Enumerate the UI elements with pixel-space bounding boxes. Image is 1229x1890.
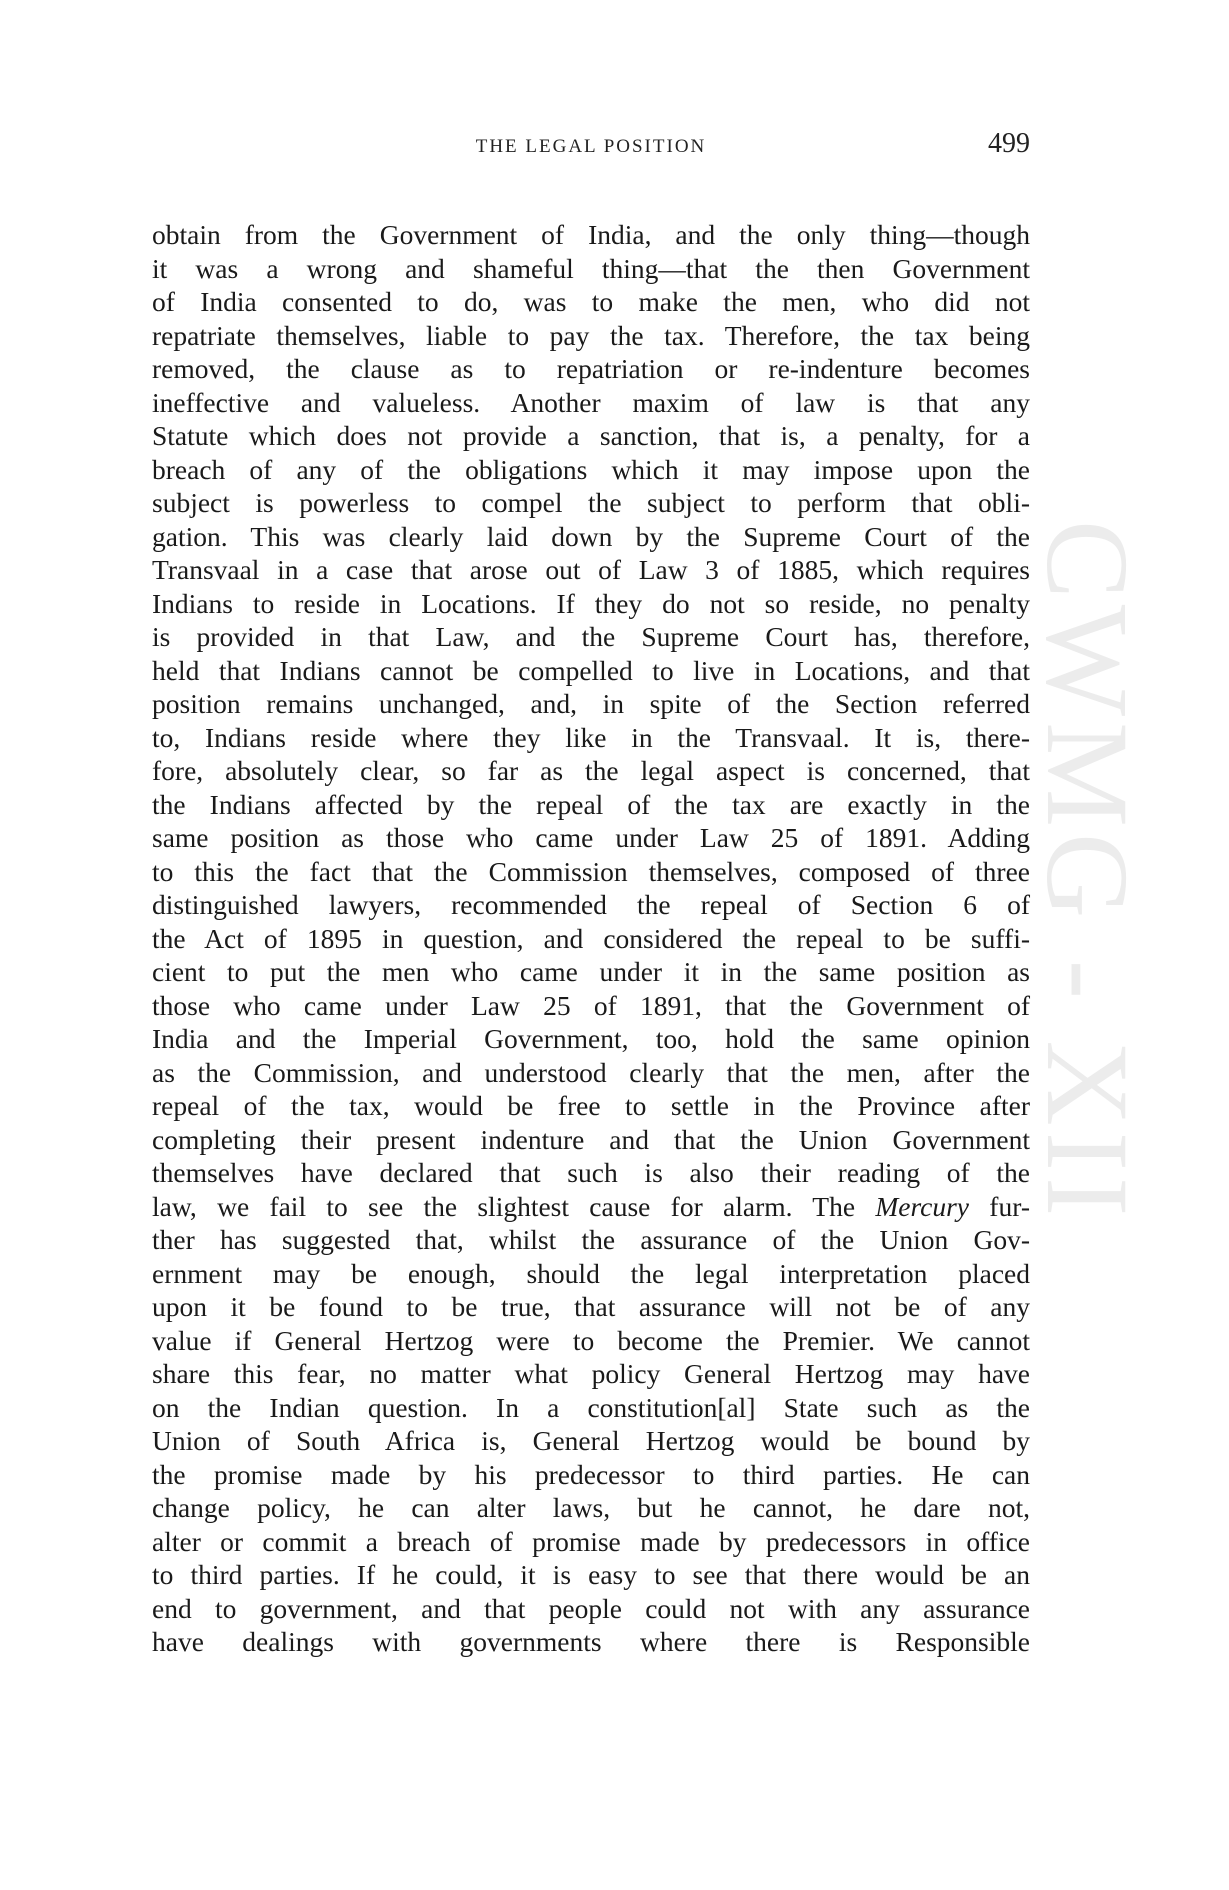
text-line: ther has suggested that, whilst the assurance of the Union Gov- — [152, 1224, 1030, 1255]
italic-title: Mercury — [875, 1190, 970, 1222]
text-line: fore, absolutely clear, so far as the legal aspect is concerned, that — [152, 755, 1030, 786]
text-line: obtain from the Government of India, and the only thing—though — [152, 219, 1030, 250]
text-line: is provided in that Law, and the Supreme Court has, therefore, — [152, 621, 1030, 652]
text-line: India and the Imperial Government, too, hold the same opinion — [152, 1023, 1030, 1054]
text-line: end to government, and that people could not with any assurance — [152, 1592, 1030, 1624]
text-line: change policy, he can alter laws, but he cannot, he dare not, — [152, 1492, 1030, 1523]
text-line: completing their present indenture and that the Union Government — [152, 1123, 1030, 1155]
text-line: Statute which does not provide a sanction, that is, a penalty, for a — [152, 420, 1030, 451]
text-line: the Indians affected by the repeal of the tax are exactly in the — [152, 788, 1030, 820]
watermark: CWMG - XII — [1022, 520, 1153, 1223]
text-line: value if General Hertzog were to become the Premier. We cannot — [152, 1324, 1030, 1356]
text-line: Indians to reside in Locations. If they do not so reside, no penalty — [152, 587, 1030, 619]
text-line: to, Indians reside where they like in the Transvaal. It is, there- — [152, 721, 1030, 753]
running-header — [152, 128, 1030, 168]
text-line: the Act of 1895 in question, and considered the repeal to be suffi- — [152, 922, 1030, 954]
text-line: gation. This was clearly laid down by the Supreme Court of the — [152, 520, 1030, 552]
text-line: as the Commission, and understood clearly that the men, after the — [152, 1056, 1030, 1088]
text-line: on the Indian question. In a constitution[al] State such as the — [152, 1391, 1030, 1423]
text-line: alter or commit a breach of promise made by predecessors in office — [152, 1525, 1030, 1557]
text-segment: fur- — [969, 1190, 1030, 1222]
text-line: to this the fact that the Commission themselves, composed of three — [152, 855, 1030, 887]
text-line: cient to put the men who came under it in the same position as — [152, 956, 1030, 987]
text-line: ineffective and valueless. Another maxim of law is that any — [152, 386, 1030, 418]
text-line: themselves have declared that such is also their reading of the — [152, 1157, 1030, 1188]
text-line: Union of South Africa is, General Hertzog would be bound by — [152, 1425, 1030, 1456]
text-line: same position as those who came under Law 25 of 1891. Adding — [152, 822, 1030, 853]
text-line: share this fear, no matter what policy General Hertzog may have — [152, 1358, 1030, 1389]
running-title: THE LEGAL POSITION — [475, 136, 707, 157]
text-segment: law, we fail to see the slightest cause for alarm. The — [152, 1190, 876, 1222]
text-line: held that Indians cannot be compelled to live in Locations, and that — [152, 654, 1030, 686]
text-line: Transvaal in a case that arose out of Law 3 of 1885, which requires — [152, 554, 1030, 585]
text-line: have dealings with governments where there is Responsible — [152, 1626, 1030, 1657]
body-text — [152, 218, 1030, 1659]
text-line: position remains unchanged, and, in spite of the Section referred — [152, 688, 1030, 719]
text-line: to third parties. If he could, it is easy to see that there would be an — [152, 1559, 1030, 1590]
text-line: ernment may be enough, should the legal interpretation placed — [152, 1257, 1030, 1289]
text-line: the promise made by his predecessor to third parties. He can — [152, 1458, 1030, 1490]
text-line: repatriate themselves, liable to pay the tax. Therefore, the tax being — [152, 319, 1030, 351]
text-line-with-italic — [152, 1190, 1030, 1224]
text-line: of India consented to do, was to make the men, who did not — [152, 286, 1030, 317]
text-line: it was a wrong and shameful thing—that the then Government — [152, 252, 1030, 284]
text-line: breach of any of the obligations which it may impose upon the — [152, 453, 1030, 485]
text-line: subject is powerless to compel the subject to perform that obli- — [152, 487, 1030, 518]
text-line: upon it be found to be true, that assurance will not be of any — [152, 1291, 1030, 1322]
page-number: 499 — [988, 128, 1030, 159]
text-line: removed, the clause as to repatriation or re-indenture becomes — [152, 353, 1030, 384]
text-line: repeal of the tax, would be free to settle in the Province after — [152, 1090, 1030, 1121]
text-line: those who came under Law 25 of 1891, that the Government of — [152, 989, 1030, 1021]
text-line: distinguished lawyers, recommended the repeal of Section 6 of — [152, 889, 1030, 920]
